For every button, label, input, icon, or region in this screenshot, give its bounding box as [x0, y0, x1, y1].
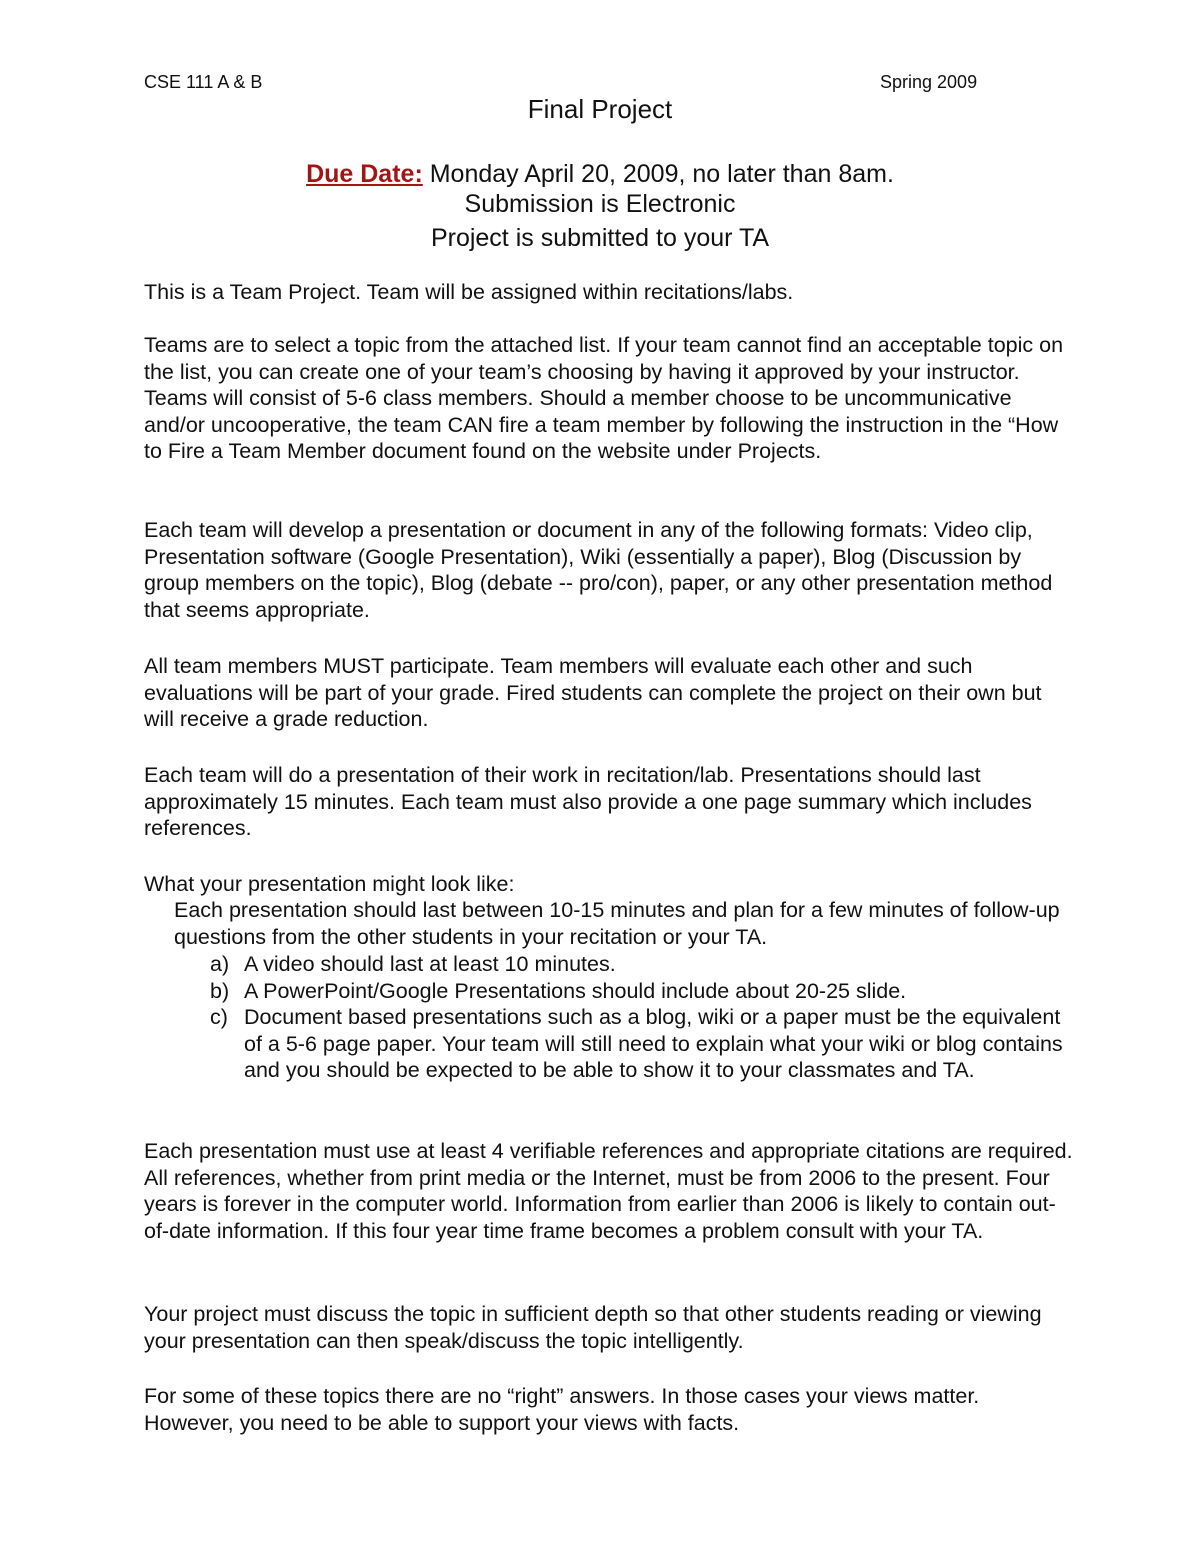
due-date-line [0, 160, 1200, 189]
submission-line-1: Submission is Electronic [464, 190, 736, 218]
page-title: Final Project [527, 94, 673, 124]
course-header: CSE 111 A & B [144, 72, 263, 92]
list-item-text: A video should last at least 10 minutes. [244, 952, 616, 976]
list-marker: a) [210, 952, 230, 976]
due-date-label: Due Date: [306, 160, 423, 188]
list-item [210, 951, 1070, 978]
paragraph-presentation: Each team will do a presentation of their work in recitation/lab. Presentations should last approximately 15 minutes. Each team must also provide a one page summary which includes references. [144, 763, 1032, 841]
list-item [210, 1004, 1070, 1084]
list-item-text: Document based presentations such as a blog, wiki or a paper must be the equivalent of a 5-6 page paper. Your team will still need to explain what your wiki or blog contains and you should be expected to be able to show it to your classmates and TA. [244, 1005, 1063, 1083]
paragraph-references: Each presentation must use at least 4 verifiable references and appropriate citations are required. All references, whether from print media or the Internet, must be from 2006 to the present. Four years is forever in the computer world. Information from earlier than 2006 is likely to contain out-of-date information. If this four year time frame becomes a problem consult with your TA. [144, 1139, 1073, 1243]
paragraph-topic-selection: Teams are to select a topic from the attached list. If your team cannot find an acceptable topic on the list, you can create one of your team’s choosing by having it approved by your instructor. Teams will consist of 5-6 class members. Should a member choose to be uncommunicative and/or uncooperative, the team CAN fire a team member by following the instruction in the “How to Fire a Team Member document found on the website under Projects. [144, 333, 1064, 464]
paragraph-depth: Your project must discuss the topic in sufficient depth so that other students reading or viewing your presentation can then speak/discuss the topic intelligently. [144, 1302, 1042, 1353]
paragraph-presentation-heading: What your presentation might look like: [144, 872, 515, 896]
list-marker: b) [210, 978, 230, 1003]
paragraph-views: For some of these topics there are no “right” answers. In those cases your views matter. However, you need to be able to support your views with facts. [144, 1384, 980, 1435]
paragraph-participation: All team members MUST participate. Team members will evaluate each other and such evaluations will be part of your grade. Fired students can complete the project on their own but will receive a grade reduction. [144, 654, 1042, 732]
presentation-list [210, 951, 1070, 1084]
due-date-text: Monday April 20, 2009, no later than 8am. [422, 160, 894, 188]
list-marker: c) [210, 1005, 228, 1030]
presentation-intro: Each presentation should last between 10-15 minutes and plan for a few minutes of follow-up questions from the other students in your recitation or your TA. [174, 898, 1060, 949]
list-item [210, 978, 1070, 1005]
list-item-text: A PowerPoint/Google Presentations should include about 20-25 slide. [244, 978, 907, 1003]
paragraph-formats: Each team will develop a presentation or document in any of the following formats: Video clip, Presentation software (Google Presentation), Wiki (essentially a paper), Blog (Discussion by group members on the topic), Blog (debate -- pro/con), paper, or any other presentation method that seems appropriate. [144, 518, 1053, 622]
term-header: Spring 2009 [880, 72, 978, 92]
paragraph-team-project: This is a Team Project. Team will be assigned within recitations/labs. [144, 280, 794, 304]
submission-line-2: Project is submitted to your TA [430, 224, 770, 252]
